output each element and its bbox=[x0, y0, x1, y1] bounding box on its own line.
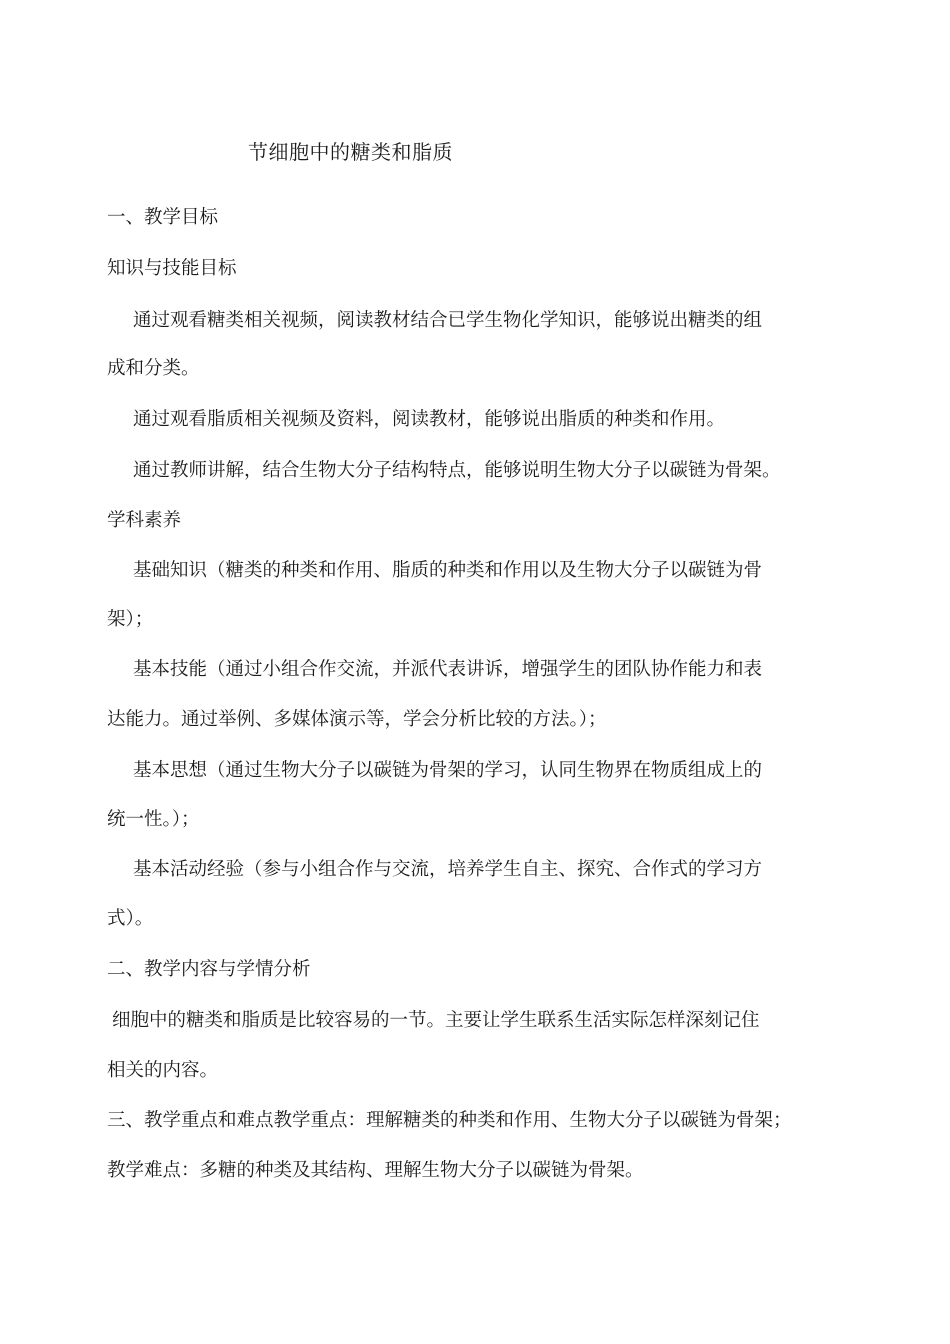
section-heading-key-points: 三、教学重点和难点教学重点：理解糖类的种类和作用、生物大分子以碳链为骨架； bbox=[107, 1110, 792, 1131]
paragraph-line: 式）。 bbox=[107, 908, 154, 929]
paragraph-line: 通过教师讲解，结合生物大分子结构特点，能够说明生物大分子以碳链为骨架。 bbox=[133, 460, 781, 481]
section-heading-content-analysis: 二、教学内容与学情分析 bbox=[107, 959, 311, 980]
paragraph-line: 成和分类。 bbox=[107, 358, 200, 379]
paragraph-line: 统一性。）； bbox=[107, 809, 200, 830]
subheading-literacy: 学科素养 bbox=[107, 510, 182, 531]
paragraph-line: 教学难点：多糖的种类及其结构、理解生物大分子以碳链为骨架。 bbox=[107, 1160, 644, 1181]
section-heading-objectives: 一、教学目标 bbox=[107, 207, 219, 228]
paragraph-line: 通过观看脂质相关视频及资料，阅读教材，能够说出脂质的种类和作用。 bbox=[133, 409, 726, 430]
document-title: 节细胞中的糖类和脂质 bbox=[248, 140, 453, 164]
paragraph-line: 细胞中的糖类和脂质是比较容易的一节。主要让学生联系生活实际怎样深刻记住 bbox=[112, 1010, 760, 1031]
paragraph-line: 相关的内容。 bbox=[107, 1060, 219, 1081]
paragraph-line: 基本技能（通过小组合作交流，并派代表讲诉，增强学生的团队协作能力和表 bbox=[133, 659, 763, 680]
paragraph-line: 基本思想（通过生物大分子以碳链为骨架的学习，认同生物界在物质组成上的 bbox=[133, 760, 763, 781]
paragraph-line: 基本活动经验（参与小组合作与交流，培养学生自主、探究、合作式的学习方 bbox=[133, 859, 763, 880]
paragraph-line: 达能力。通过举例、多媒体演示等，学会分析比较的方法。）； bbox=[107, 709, 607, 730]
paragraph-line: 基础知识（糖类的种类和作用、脂质的种类和作用以及生物大分子以碳链为骨 bbox=[133, 560, 763, 581]
paragraph-line: 通过观看糖类相关视频，阅读教材结合已学生物化学知识，能够说出糖类的组 bbox=[133, 310, 763, 331]
paragraph-line: 架）； bbox=[107, 609, 154, 630]
subheading-knowledge-skills: 知识与技能目标 bbox=[107, 258, 237, 279]
